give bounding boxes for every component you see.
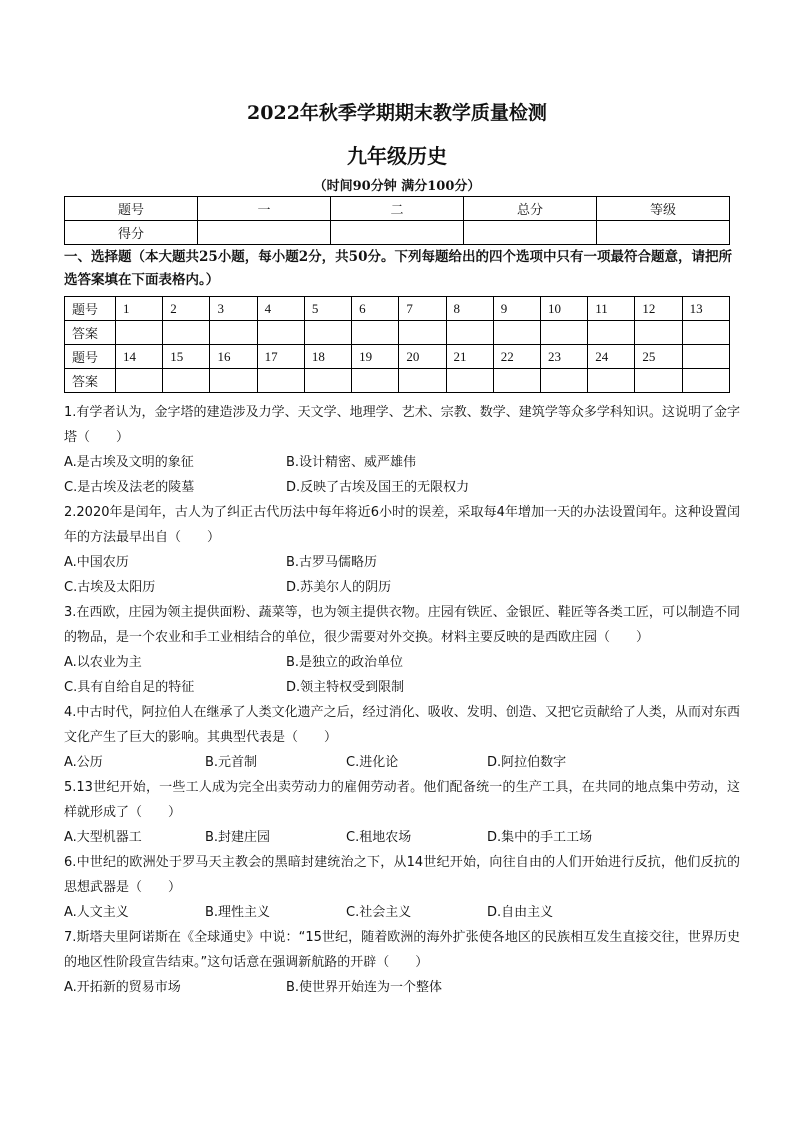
answer-blank[interactable] (540, 321, 587, 345)
answer-blank[interactable] (682, 321, 729, 345)
section-heading: 一、选择题（本大题共25小题，每小题2分，共50分。下列每题给出的四个选项中只有一项最符合题意，请把所选答案填在下面表格内。） (64, 249, 732, 288)
answer-num-cell: 12 (635, 297, 682, 321)
option-d: D.领主特权受到限制 (286, 680, 405, 695)
score-cell: 二 (331, 197, 464, 221)
answer-blank[interactable] (399, 321, 446, 345)
score-cell: 一 (198, 197, 331, 221)
answer-blank[interactable] (635, 321, 682, 345)
option-c: C.社会主义 (346, 905, 412, 920)
answer-blank[interactable] (446, 369, 493, 393)
answer-row-label: 题号 (65, 297, 116, 321)
score-cell: 题号 (65, 197, 198, 221)
answer-num-cell: 16 (210, 345, 257, 369)
answer-blank[interactable] (304, 321, 351, 345)
option-a: A.是古埃及文明的象征 (64, 455, 194, 470)
option-d: D.阿拉伯数字 (487, 755, 567, 770)
question-text: 6.中世纪的欧洲处于罗马天主教会的黑暗封建统治之下，从14世纪开始，向往自由的人们开始进行反抗，他们反抗的思想武器是（ ） (64, 855, 740, 895)
option-a: A.以农业为主 (64, 655, 142, 670)
question (64, 700, 740, 775)
answer-num-cell: 17 (257, 345, 304, 369)
answer-num-cell: 20 (399, 345, 446, 369)
option-a: A.人文主义 (64, 905, 129, 920)
option-b: B.是独立的政治单位 (286, 655, 404, 670)
question-text: 1.有学者认为，金字塔的建造涉及力学、天文学、地理学、艺术、宗教、数学、建筑学等众多学科知识。这说明了金字塔（ ） (64, 405, 740, 445)
answer-num-cell: 9 (493, 297, 540, 321)
answer-num-cell: 10 (540, 297, 587, 321)
option-b: B.封建庄园 (205, 830, 271, 845)
score-row-label: 得分 (65, 221, 198, 245)
question (64, 925, 740, 1000)
answer-row-label: 答案 (65, 369, 116, 393)
answer-blank[interactable] (399, 369, 446, 393)
answer-num-cell: 7 (399, 297, 446, 321)
option-a: A.大型机器工 (64, 830, 142, 845)
option-a: A.公历 (64, 755, 103, 770)
option-row (64, 750, 740, 775)
option-b: B.设计精密、威严雄伟 (286, 455, 417, 470)
question (64, 400, 740, 500)
option-b: B.使世界开始连为一个整体 (286, 980, 443, 995)
score-table (64, 196, 730, 245)
answer-blank[interactable] (635, 369, 682, 393)
option-row (64, 550, 740, 575)
answer-row-label: 答案 (65, 321, 116, 345)
answer-blank[interactable] (210, 321, 257, 345)
score-empty-cell[interactable] (331, 221, 464, 245)
answer-fill-row-1 (65, 321, 730, 345)
score-empty-cell[interactable] (597, 221, 730, 245)
option-a: A.开拓新的贸易市场 (64, 980, 181, 995)
answer-blank[interactable] (588, 369, 635, 393)
option-a: A.中国农历 (64, 555, 129, 570)
answer-num-cell (682, 345, 729, 369)
answer-num-cell: 23 (540, 345, 587, 369)
option-row (64, 575, 740, 600)
option-c: C.是古埃及法老的陵墓 (64, 480, 195, 495)
answer-blank[interactable] (163, 321, 210, 345)
question-text: 7.斯塔夫里阿诺斯在《全球通史》中说：“15世纪，随着欧洲的海外扩张使各地区的民族相互发生直接交往，世界历史的地区性阶段宣告结束。”这句话意在强调新航路的开辟（ ） (64, 930, 740, 970)
option-b: B.古罗马儒略历 (286, 555, 378, 570)
option-row (64, 650, 740, 675)
answer-num-cell: 15 (163, 345, 210, 369)
question (64, 500, 740, 600)
question (64, 775, 740, 850)
answer-num-cell: 24 (588, 345, 635, 369)
answer-blank[interactable] (682, 369, 729, 393)
answer-blank[interactable] (493, 321, 540, 345)
answer-num-cell: 8 (446, 297, 493, 321)
score-header-row (65, 197, 730, 221)
answer-blank[interactable] (540, 369, 587, 393)
answer-num-cell: 19 (352, 345, 399, 369)
answer-blank[interactable] (446, 321, 493, 345)
option-d: D.自由主义 (487, 905, 554, 920)
answer-row-label: 题号 (65, 345, 116, 369)
answer-num-cell: 3 (210, 297, 257, 321)
answer-num-cell: 18 (304, 345, 351, 369)
answer-num-row-1 (65, 297, 730, 321)
option-d: D.集中的手工工场 (487, 830, 593, 845)
option-row (64, 450, 740, 475)
answer-num-cell: 22 (493, 345, 540, 369)
question-text: 4.中古时代，阿拉伯人在继承了人类文化遗产之后，经过消化、吸收、发明、创造、又把它贡献给了人类，从而对东西文化产生了巨大的影响。其典型代表是（ ） (64, 705, 740, 745)
option-row (64, 900, 740, 925)
option-b: B.元首制 (205, 755, 258, 770)
option-b: B.理性主义 (205, 905, 271, 920)
exam-title: 2022年秋季学期期末教学质量检测 (247, 102, 547, 124)
option-row (64, 825, 740, 850)
option-c: C.进化论 (346, 755, 399, 770)
answer-num-cell: 11 (588, 297, 635, 321)
score-empty-cell[interactable] (464, 221, 597, 245)
answer-num-row-2 (65, 345, 730, 369)
answer-blank[interactable] (116, 321, 163, 345)
answer-num-cell: 13 (682, 297, 729, 321)
option-row (64, 475, 740, 500)
option-c: C.古埃及太阳历 (64, 580, 156, 595)
answer-num-cell: 14 (116, 345, 163, 369)
answer-blank[interactable] (163, 369, 210, 393)
option-c: C.具有自给自足的特征 (64, 680, 195, 695)
score-cell: 等级 (597, 197, 730, 221)
answer-blank[interactable] (257, 321, 304, 345)
exam-info: （时间90分钟 满分100分） (313, 179, 481, 194)
question-list (64, 400, 740, 1000)
option-row (64, 675, 740, 700)
option-d: D.反映了古埃及国王的无限权力 (286, 480, 470, 495)
option-row (64, 975, 740, 1000)
question (64, 600, 740, 700)
question-text: 3.在西欧，庄园为领主提供面粉、蔬菜等，也为领主提供衣物。庄园有铁匠、金银匠、鞋匠等各类工匠，可以制造不同的物品，是一个农业和手工业相结合的单位，很少需要对外交换。材料主要反映的是西欧庄园（ ） (64, 605, 740, 645)
question-text: 5.13世纪开始，一些工人成为完全出卖劳动力的雇佣劳动者。他们配备统一的生产工具，在共同的地点集中劳动，这样就形成了（ ） (64, 780, 740, 820)
score-empty-cell[interactable] (198, 221, 331, 245)
answer-blank[interactable] (257, 369, 304, 393)
score-cell: 总分 (464, 197, 597, 221)
option-d: D.苏美尔人的阴历 (286, 580, 392, 595)
exam-subject: 九年级历史 (347, 144, 447, 168)
answer-num-cell: 6 (352, 297, 399, 321)
option-c: C.租地农场 (346, 830, 412, 845)
answer-num-cell: 25 (635, 345, 682, 369)
answer-blank[interactable] (210, 369, 257, 393)
question (64, 850, 740, 925)
question-text: 2.2020年是闰年，古人为了纠正古代历法中每年将近6小时的误差，采取每4年增加一天的办法设置闰年。这种设置闰年的方法最早出自（ ） (64, 505, 740, 545)
answer-num-cell: 5 (304, 297, 351, 321)
answer-blank[interactable] (352, 369, 399, 393)
answer-table (64, 296, 730, 393)
answer-blank[interactable] (352, 321, 399, 345)
answer-num-cell: 21 (446, 345, 493, 369)
answer-blank[interactable] (588, 321, 635, 345)
answer-fill-row-2 (65, 369, 730, 393)
answer-blank[interactable] (116, 369, 163, 393)
answer-blank[interactable] (493, 369, 540, 393)
answer-blank[interactable] (304, 369, 351, 393)
answer-num-cell: 2 (163, 297, 210, 321)
score-value-row (65, 221, 730, 245)
answer-num-cell: 4 (257, 297, 304, 321)
answer-num-cell: 1 (116, 297, 163, 321)
